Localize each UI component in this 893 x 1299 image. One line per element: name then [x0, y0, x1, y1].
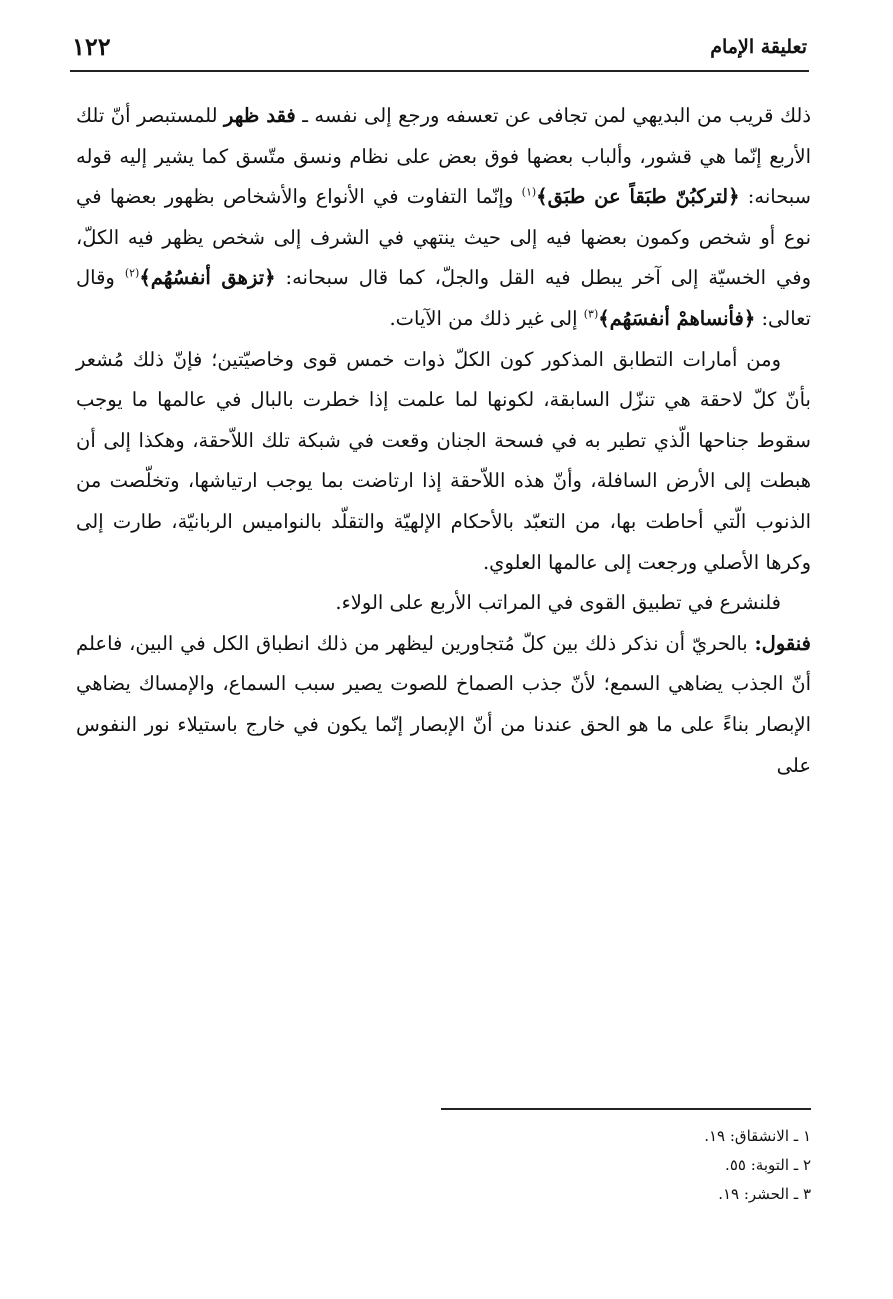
footnote-2: ٢ ـ التوبة: ٥٥. — [725, 1156, 811, 1174]
paragraph-4 — [76, 624, 811, 786]
footnote-marker-1: (١) — [521, 185, 537, 199]
quran-verse-1: ﴿لتركبُنّ طبَقاً عن طبَق﴾ — [536, 185, 740, 209]
running-title: تعليقة الإمام — [710, 36, 807, 58]
bold-phrase: فقد ظهر — [224, 104, 296, 127]
text-run: بالحريّ أن نذكر ذلك بين كلّ مُتجاورين ليظهر من ذلك انطباق الكل في البين، فاعلم أنّ الجذب يضاهي السمع؛ لأنّ جذب الصماخ للصوت يصير سبب السماع، والإمساك يضاهي الإبصار بناءً على ما هو الحق عندنا من أنّ الإبصار إنّما يكون في خارج باستيلاء نور النفوس على — [76, 631, 811, 777]
text-run: وقال تعالى: — [76, 266, 811, 330]
paragraph-1 — [76, 96, 811, 340]
page-header — [70, 30, 809, 72]
text-run: إلى غير ذلك من الآيات. — [389, 306, 584, 330]
paragraph-lead: فنقول: — [754, 631, 811, 655]
text-run: وإنّما التفاوت في الأنواع والأشخاص بظهور بعضها في نوع أو شخص وكمون بعضها فيه إلى حيث ينتهي في الشرف إلى شخص يظهر فيه الكلّ، وفي الخسيّة إلى آخر يبطل فيه القل والجلّ، كما قال سبحانه: — [76, 185, 812, 290]
main-text — [76, 96, 811, 786]
page-number: ١٢٢ — [72, 32, 111, 61]
paragraph-2: ومن أمارات التطابق المذكور كون الكلّ ذوات خمس قوى وخاصيّتين؛ فإنّ ذلك مُشعر بأنّ كلّ لاحقة هي تنزّل السابقة، لكونها لما علمت إذا خطرت بالبال في عالمها ما يوجب سقوط جناحها الّذي تطير به في فسحة الجنان وقعت في شبكة تلك اللاّحقة، وهكذا إلى أن هبطت إلى الأرض السافلة، وأنّ هذه اللاّحقة إذا ارتاضت بما يوجب ارتياشها، وتخلّصت من الذنوب الّتي أحاطت بها، من التعبّد بالأحكام الإلهيّة والتقلّد بالنواميس الربانيّة، طارت إلى وكرها الأصلي ورجعت إلى عالمها العلوي. — [76, 347, 811, 574]
text-run: للمستبصر أنّ تلك الأربع إنّما هي قشور، وألباب بعضها فوق بعض على نظام ونسق متّسق كما يشير إليه قوله سبحانه: — [76, 104, 811, 209]
footnotes — [391, 1122, 811, 1209]
quran-verse-3: ﴿فأنساهمْ أنفسَهُم﴾ — [598, 306, 756, 330]
footnote-marker-3: (٣) — [583, 307, 599, 321]
footnote-marker-2: (٢) — [124, 266, 140, 280]
footnote-1: ١ ـ الانشقاق: ١٩. — [704, 1127, 811, 1145]
quran-verse-2: ﴿تزهق أنفسُهُم﴾ — [139, 266, 276, 290]
footnote-separator — [441, 1108, 811, 1110]
footnote-3: ٣ ـ الحشر: ١٩. — [718, 1185, 811, 1203]
text-run: ذلك قريب من البديهي لمن تجافى عن تعسفه ورجع إلى نفسه ـ — [295, 104, 812, 127]
paragraph-3: فلنشرع في تطبيق القوى في المراتب الأربع على الولاء. — [335, 591, 781, 615]
